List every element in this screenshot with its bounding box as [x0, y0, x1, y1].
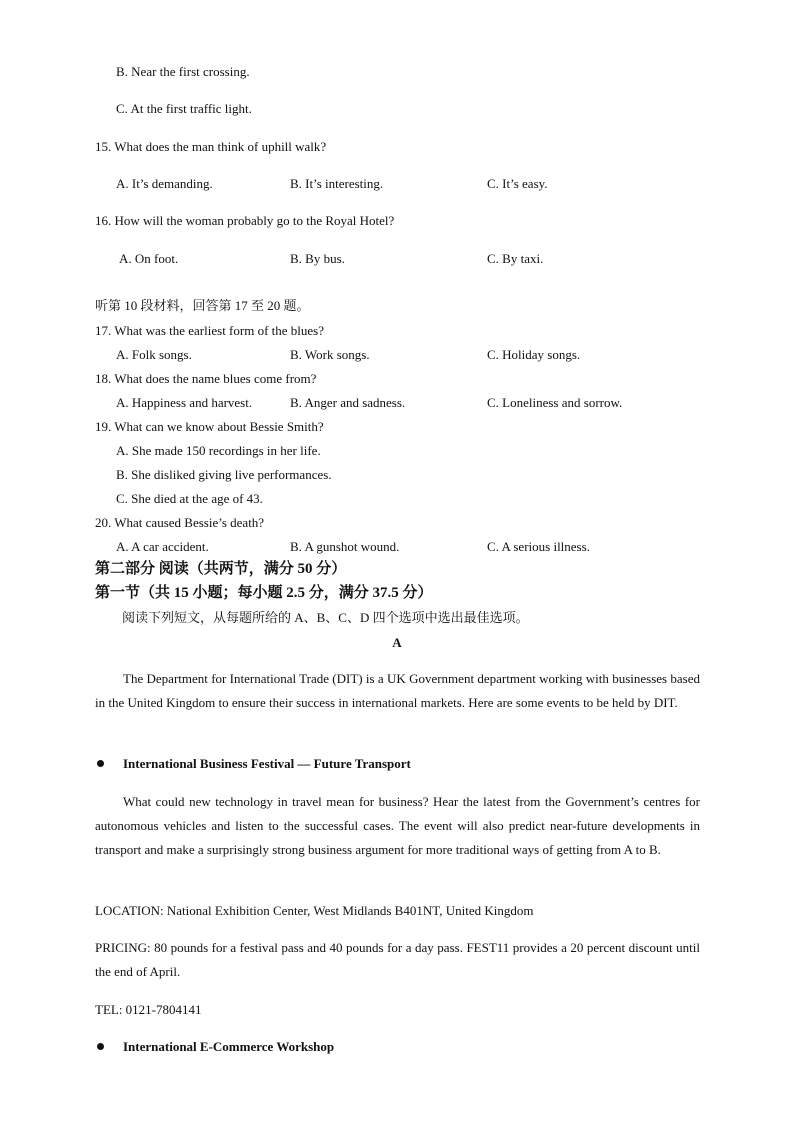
q15-option-a: A. It’s demanding. [116, 176, 213, 191]
event1-location: LOCATION: National Exhibition Center, West Midlands B401NT, United Kingdom [95, 903, 534, 918]
q15-question: 15. What does the man think of uphill walk? [95, 139, 327, 154]
q20-option-a: A. A car accident. [116, 539, 209, 554]
q17-option-c: C. Holiday songs. [487, 347, 581, 362]
q15-option-b: B. It’s interesting. [290, 176, 384, 191]
reading-part-title: 第二部分 阅读（共两节，满分 50 分） [95, 561, 347, 577]
q17-option-b: B. Work songs. [290, 347, 370, 362]
q20-question: 20. What caused Bessie’s death? [95, 515, 265, 530]
reading-section-title: 第一节（共 15 小题；每小题 2.5 分，满分 37.5 分） [95, 585, 433, 601]
q16-option-a: A. On foot. [119, 251, 179, 266]
passage-intro: The Department for International Trade (DIT) is a UK Government department working with businesses based in the United Kingdom to ensure their success in international markets. Here are some events to be held by DIT. [95, 671, 700, 710]
event1-title: International Business Festival — Future Transport [123, 756, 411, 771]
bullet-icon [97, 760, 104, 767]
reading-instruction: 阅读下列短文，从每题所给的 A、B、C、D 四个选项中选出最佳选项。 [122, 610, 529, 625]
q20-option-c: C. A serious illness. [487, 539, 590, 554]
bullet-icon [97, 1043, 104, 1050]
q19-option-c: C. She died at the age of 43. [116, 491, 263, 506]
q17-question: 17. What was the earliest form of the blues? [95, 323, 324, 338]
q19-option-b: B. She disliked giving live performances. [116, 467, 332, 482]
passage-label: A [392, 635, 402, 650]
q16-question: 16. How will the woman probably go to the Royal Hotel? [95, 213, 395, 228]
q19-option-a: A. She made 150 recordings in her life. [116, 443, 321, 458]
q18-option-b: B. Anger and sadness. [290, 395, 406, 410]
q16-option-c: C. By taxi. [487, 251, 544, 266]
q15-option-c: C. It’s easy. [487, 176, 548, 191]
section10-instruction: 听第 10 段材料，回答第 17 至 20 题。 [95, 298, 310, 313]
event1-description: What could new technology in travel mean for business? Hear the latest from the Government’s centres for autonomous vehicles and listen to the successful cases. The event will also predict near-future developments in transport and make a surprisingly strong business argument for more traditional ways of getting from A to B. [95, 794, 700, 857]
q19-question: 19. What can we know about Bessie Smith? [95, 419, 324, 434]
q14-option-c: C. At the first traffic light. [116, 101, 252, 116]
event2-title: International E-Commerce Workshop [123, 1039, 335, 1054]
q18-option-c: C. Loneliness and sorrow. [487, 395, 623, 410]
q14-option-b: B. Near the first crossing. [116, 64, 250, 79]
q18-question: 18. What does the name blues come from? [95, 371, 317, 386]
q17-option-a: A. Folk songs. [116, 347, 192, 362]
event1-tel: TEL: 0121-7804141 [95, 1002, 202, 1017]
q16-option-b: B. By bus. [290, 251, 345, 266]
q20-option-b: B. A gunshot wound. [290, 539, 400, 554]
q18-option-a: A. Happiness and harvest. [116, 395, 253, 410]
event1-pricing: PRICING: 80 pounds for a festival pass and 40 pounds for a day pass. FEST11 provides a 20 percent discount until the end of April. [95, 940, 700, 979]
